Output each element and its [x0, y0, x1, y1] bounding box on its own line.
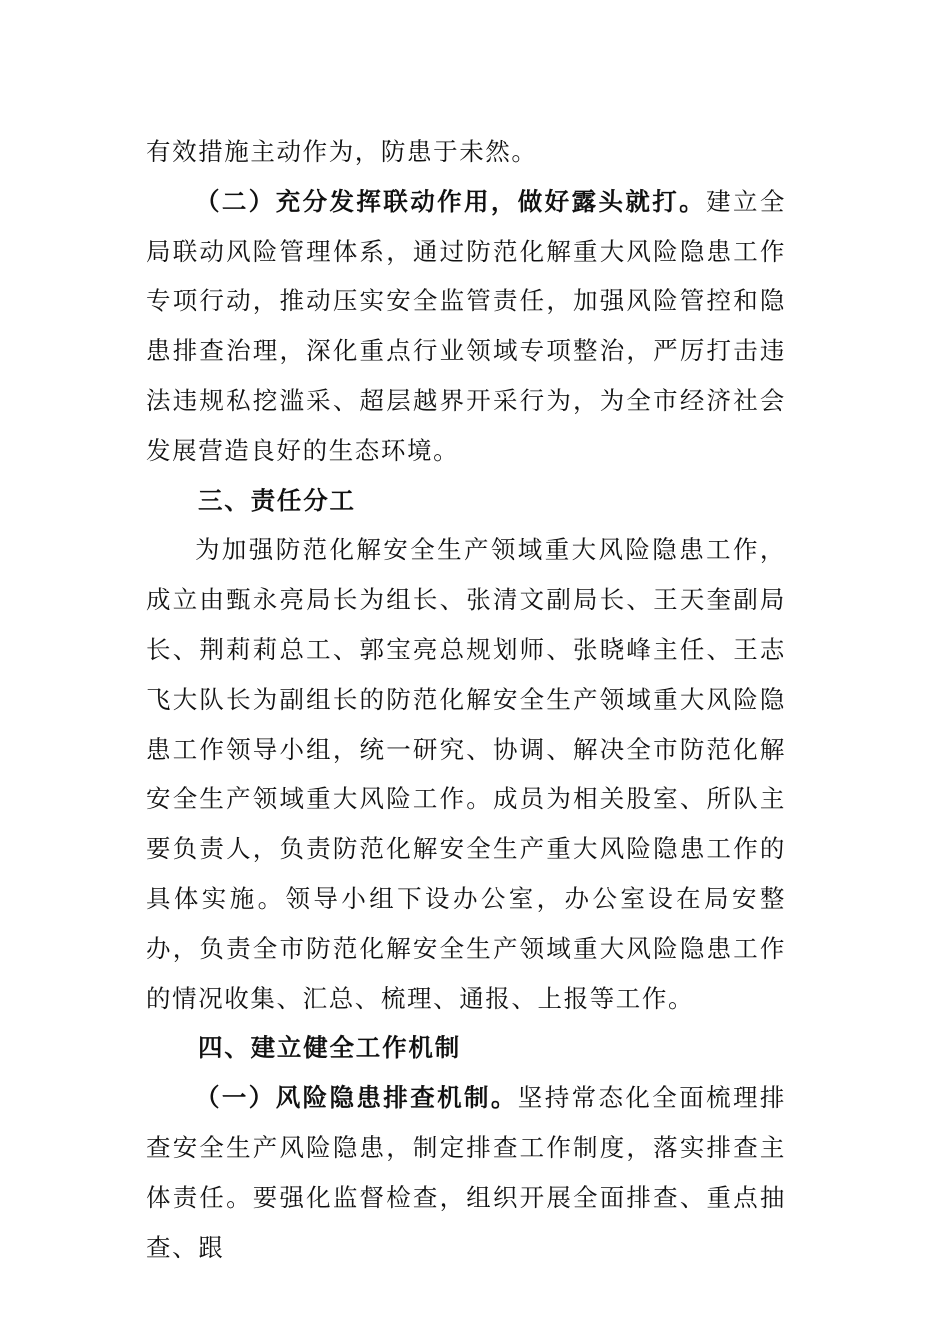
paragraph-responsibility: [146, 525, 786, 1023]
section-heading-4: 四、建立健全工作机制: [198, 1033, 461, 1063]
subsection-lead-1: （一）风险隐患排查机制。: [195, 1083, 518, 1113]
paragraph-linkage: [146, 177, 786, 476]
subsection-lead-2: （二）充分发挥联动作用，做好露头就打。: [195, 186, 707, 216]
paragraph-continuation: [146, 127, 786, 177]
paragraph-text: 建立全局联动风险管理体系，通过防范化解重大风险隐患工作专项行动，推动压实安全监管责任，加强风险管控和隐患排查治理，深化重点行业领域专项整治，严厉打击违法违规私挖滥采、超层越界开采行为，为全市经济社会发展营造良好的生态环境。: [146, 186, 786, 465]
document-body: [146, 127, 786, 1272]
paragraph-text: 坚持常态化全面梳理排查安全生产风险隐患，制定排查工作制度，落实排查主体责任。要强化监督检查，组织开展全面排查、重点抽查、跟: [146, 1083, 786, 1262]
paragraph-mechanism: [146, 1073, 786, 1272]
section-heading-3: 三、责任分工: [198, 485, 356, 515]
paragraph-text: 有效措施主动作为，防患于未然。: [146, 137, 538, 166]
paragraph-text: 为加强防范化解安全生产领域重大风险隐患工作，成立由甄永亮局长为组长、张清文副局长、王天奎副局长、荆莉莉总工、郭宝亮总规划师、张晓峰主任、王志飞大队长为副组长的防范化解安全生产领域重大风险隐患工作领导小组，统一研究、协调、解决全市防范化解安全生产领域重大风险工作。成员为相关股室、所队主要负责人，负责防范化解安全生产重大风险隐患工作的具体实施。领导小组下设办公室，办公室设在局安整办，负责全市防范化解安全生产领域重大风险隐患工作的情况收集、汇总、梳理、通报、上报等工作。: [146, 535, 786, 1013]
